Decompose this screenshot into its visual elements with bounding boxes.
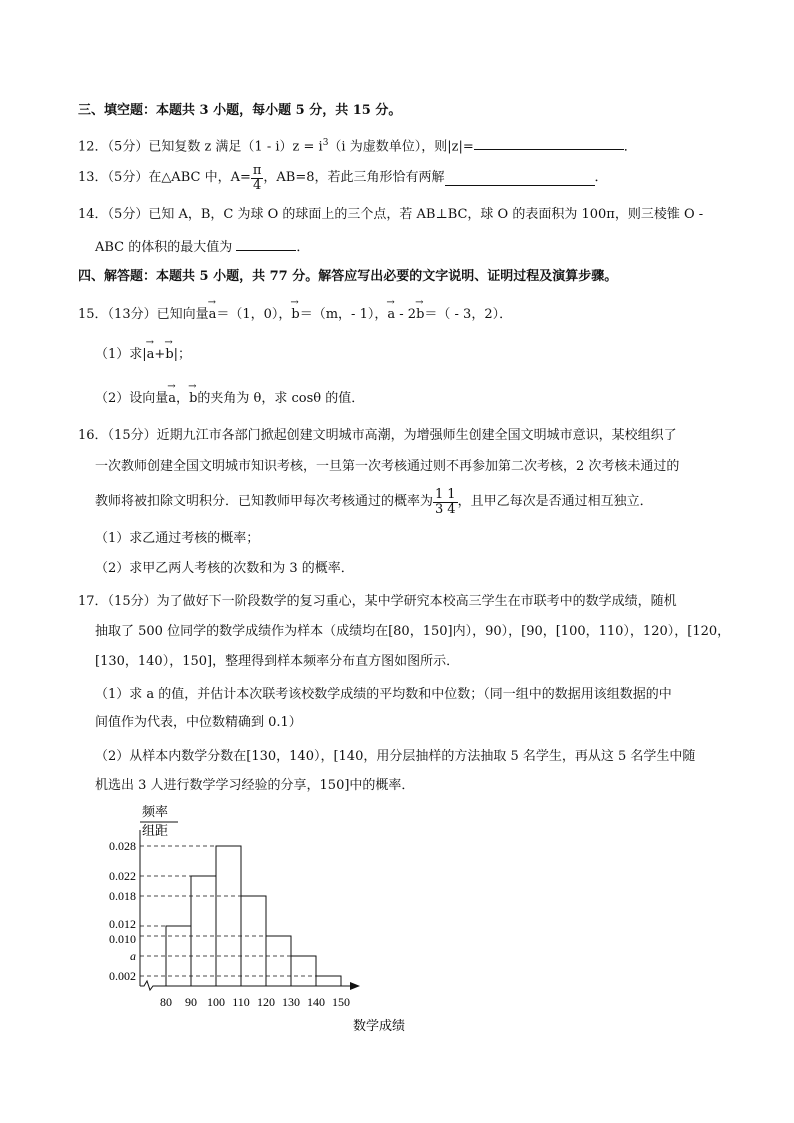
q14-text: ABC 的体积的最大值为 xyxy=(95,240,233,255)
q14-end: ． xyxy=(296,240,310,255)
x-tick-label: 90 xyxy=(185,995,197,1009)
question-16-line1: 16．（15分）近期九江市各部门掀起创建文明城市高潮，为增强师生创建全国文明城市意识，某校组织了 xyxy=(78,428,677,443)
q15-sub1-plus: + xyxy=(154,347,166,362)
q13-text-after: ，AB=8，若此三角形恰有两解 xyxy=(263,170,445,185)
q13-answer-blank[interactable] xyxy=(445,171,595,186)
y-tick-label: 0.012 xyxy=(109,917,136,931)
x-tick-label: 140 xyxy=(307,995,325,1009)
q12-text-after: （i 为虚数单位），则|z|= xyxy=(328,139,474,155)
y-tick-label: 0.018 xyxy=(109,889,136,903)
q17-sub2-line2: 机选出 3 人进行数学学习经验的分享，150]中的概率． xyxy=(95,778,415,793)
q16-fraction-2 xyxy=(445,488,457,517)
histogram-bar xyxy=(316,976,341,986)
question-17-line2: 抽取了 500 位同学的数学成绩作为样本（成绩均在[80，150]内），90），[90，[100，110），120），[120， xyxy=(95,624,731,639)
q12-end: ． xyxy=(623,139,637,155)
q16-line3-text: 教师将被扣除文明积分．已知教师甲每次考核通过的概率为 xyxy=(95,494,434,509)
x-axis-arrow xyxy=(350,982,360,990)
q13-end: ． xyxy=(594,170,608,185)
q15-sub1-after: |； xyxy=(173,347,192,362)
y-tick-label: 0.022 xyxy=(109,869,136,883)
q15-sub2-vector-a: → a xyxy=(168,390,176,408)
x-tick-label: 150 xyxy=(332,995,350,1009)
q16-f2-num: 1 xyxy=(447,486,456,502)
question-14-line2 xyxy=(95,236,309,257)
y-axis-label-bottom: 组距 xyxy=(142,823,169,838)
q16-f1-num: 1 xyxy=(435,486,444,502)
y-tick-label: 0.028 xyxy=(109,839,136,853)
vector-a-2: → a xyxy=(387,306,395,324)
question-17-line1: 17．（15分）为了做好下一阶段数学的复习重心，某中学研究本校高三学生在市联考中的数学成绩，随机 xyxy=(78,594,677,609)
question-14-line1: 14．（5分）已知 A，B，C 为球 O 的球面上的三个点，若 AB⊥BC，球 O 的表面积为 100π，则三棱锥 O - xyxy=(78,207,704,222)
q17-sub1-line1: （1）求 a 的值，并估计本次联考该校数学成绩的平均数和中位数；（同一组中的数据用该组数据的中 xyxy=(95,687,672,702)
q14-answer-blank[interactable] xyxy=(236,236,296,251)
q12-text: 12．（5分）已知复数 z 满足（1 - i）z = i xyxy=(78,139,323,155)
q15-a-val: ＝（1，0）， xyxy=(216,307,292,322)
histogram-bar xyxy=(216,846,241,986)
x-tick-label: 100 xyxy=(207,995,225,1009)
q16-f2-den: 4 xyxy=(447,501,456,517)
q15-sub2 xyxy=(95,390,364,408)
histogram-bar xyxy=(266,936,291,986)
q15-sub2-text: （2）设向量 xyxy=(95,391,169,406)
question-16-line3 xyxy=(95,484,653,520)
q13-text: 13．（5分）在△ABC 中，A= xyxy=(78,170,251,185)
question-13 xyxy=(78,158,608,198)
q15-sub1-text: （1）求| xyxy=(95,347,147,362)
section-title-fill-in: 三、填空题：本题共 3 小题，每小题 5 分，共 15 分。 xyxy=(78,103,402,118)
q16-line3-after: ，且甲乙每次是否通过相互独立． xyxy=(457,494,653,509)
q15-sub1-vector-b: → b xyxy=(165,346,173,364)
q15-sub1-vector-a: → a xyxy=(147,346,155,364)
q15-b-val: ＝（m，- 1）， xyxy=(299,307,388,322)
q15-sub2-after: 的夹角为 θ，求 cosθ 的值． xyxy=(197,391,365,406)
x-tick-label: 110 xyxy=(232,995,250,1009)
y-axis-label-top: 频率 xyxy=(142,804,169,819)
q13-angle-fraction xyxy=(251,164,264,193)
vector-a: → a xyxy=(209,306,217,324)
q15-sub2-vector-b: → b xyxy=(189,390,197,408)
vector-b: → b xyxy=(291,306,299,324)
question-15 xyxy=(78,306,512,324)
x-tick-label: 80 xyxy=(160,995,172,1009)
y-tick-label: 0.002 xyxy=(109,969,136,983)
q15-diff-val: ＝（ - 3，2）． xyxy=(424,307,513,322)
q16-f1-den: 3 xyxy=(435,501,444,517)
q13-frac-den: 4 xyxy=(252,177,262,193)
y-tick-label: 0.010 xyxy=(109,932,136,946)
q16-fraction-1 xyxy=(433,488,445,517)
y-tick-label: a xyxy=(130,949,136,963)
q17-sub1-line2: 间值作为代表，中位数精确到 0.1） xyxy=(95,715,302,730)
question-16-line2: 一次教师创建全国文明城市知识考核，一旦第一次考核通过则不再参加第二次考核，2 次考核未通过的 xyxy=(95,459,680,474)
q15-sub2-mid: ， xyxy=(176,391,190,406)
q15-diff-mid: - 2 xyxy=(395,307,417,322)
q15-sub1 xyxy=(95,346,191,364)
histogram-bar xyxy=(241,896,266,986)
x-tick-label: 120 xyxy=(257,995,275,1009)
x-axis-label: 数学成绩 xyxy=(353,1018,406,1033)
question-17-line3: [130，140），150]，整理得到样本频率分布直方图如图所示． xyxy=(95,654,460,669)
question-12 xyxy=(78,134,637,156)
section-title-answer: 四、解答题：本题共 5 小题，共 77 分。解答应写出必要的文字说明、证明过程及演算步骤。 xyxy=(78,269,618,284)
vector-b-2: → b xyxy=(416,306,424,324)
x-tick-label: 130 xyxy=(282,995,300,1009)
q12-answer-blank[interactable] xyxy=(474,135,624,150)
q16-sub2: （2）求甲乙两人考核的次数和为 3 的概率． xyxy=(95,561,354,576)
q17-sub2-line1: （2）从样本内数学分数在[130，140），[140，用分层抽样的方法抽取 5 名学生，再从这 5 名学生中随 xyxy=(95,749,696,764)
q16-sub1: （1）求乙通过考核的概率； xyxy=(95,531,260,546)
q12-exponent: 3 xyxy=(322,138,329,148)
histogram-bar xyxy=(291,956,316,986)
histogram-bar xyxy=(191,876,216,986)
q13-frac-num: π xyxy=(252,162,262,178)
q15-text: 15．（13分）已知向量 xyxy=(78,307,209,322)
frequency-histogram xyxy=(80,800,440,1040)
